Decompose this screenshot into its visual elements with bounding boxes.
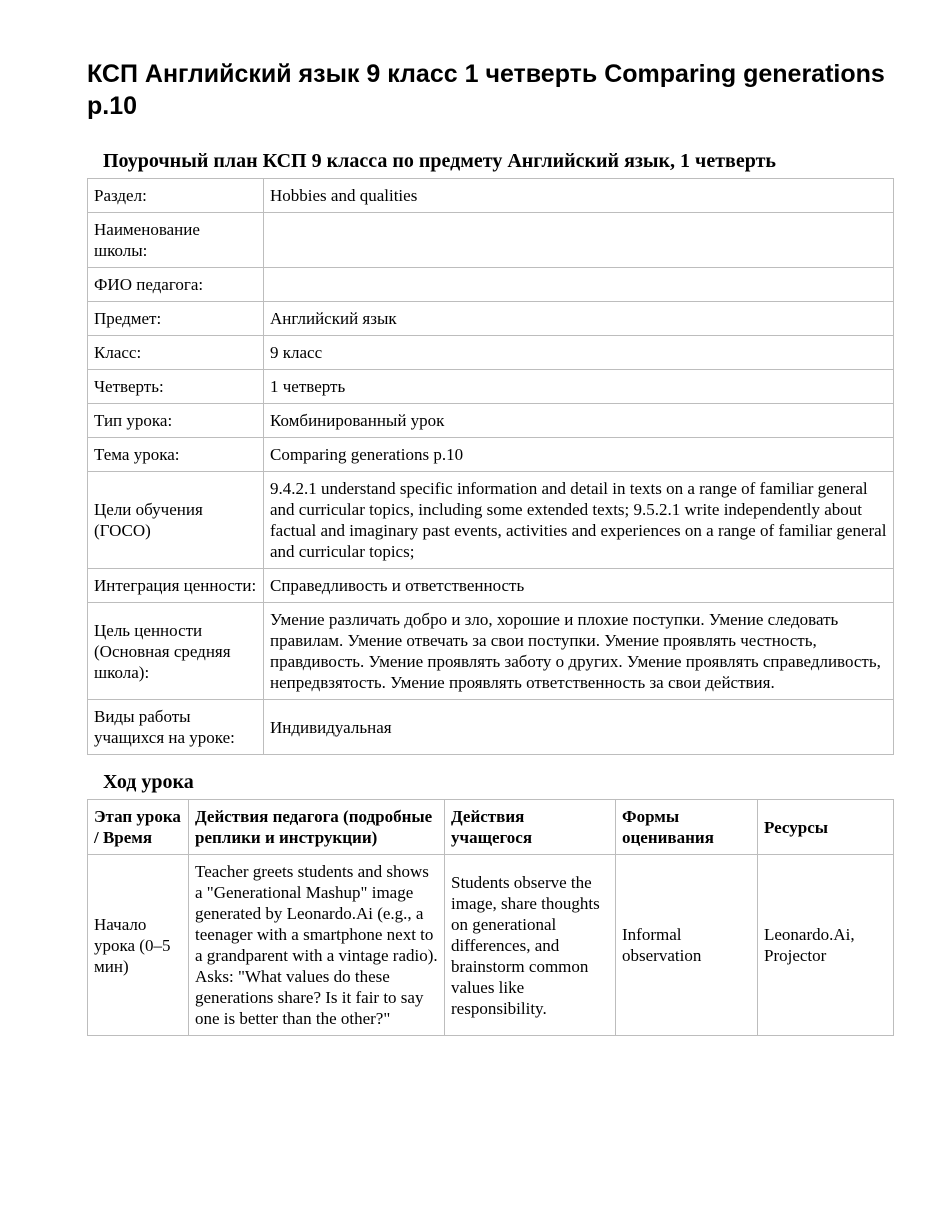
cell-teacher-actions: Teacher greets students and shows a "Generational Mashup" image generated by Leonardo.Ai (e.g., a teenager with a smartphone next to a grandparent with a vintage radio). Asks: "What values do these generations share? Is it fair to say one is better than the other?" bbox=[189, 855, 445, 1036]
plan-heading: Поурочный план КСП 9 класса по предмету Английский язык, 1 четверть bbox=[103, 150, 776, 172]
info-value: 9.4.2.1 understand specific information and detail in texts on a range of familiar general and curricular topics, including some extended texts; 9.5.2.1 write independently about factual and imaginary past events, activities and experiences on a range of familiar general and curricular topics; bbox=[264, 472, 894, 569]
info-label: Цели обучения (ГОСО) bbox=[88, 472, 264, 569]
table-row bbox=[88, 472, 894, 569]
column-header-teacher-actions: Действия педагога (подробные реплики и инструкции) bbox=[189, 800, 445, 855]
info-label: ФИО педагога: bbox=[88, 268, 264, 302]
info-label: Интеграция ценности: bbox=[88, 569, 264, 603]
table-row bbox=[88, 603, 894, 700]
cell-assessment: Informal observation bbox=[616, 855, 758, 1036]
info-label: Цель ценности (Основная средняя школа): bbox=[88, 603, 264, 700]
info-value: Комбинированный урок bbox=[264, 404, 894, 438]
info-value bbox=[264, 213, 894, 268]
info-value: Comparing generations p.10 bbox=[264, 438, 894, 472]
column-header-assessment: Формы оценивания bbox=[616, 800, 758, 855]
table-row bbox=[88, 404, 894, 438]
info-value bbox=[264, 268, 894, 302]
table-row bbox=[88, 302, 894, 336]
info-label: Класс: bbox=[88, 336, 264, 370]
info-value: Английский язык bbox=[264, 302, 894, 336]
document-title: КСП Английский язык 9 класс 1 четверть Comparing generations p.10 bbox=[87, 60, 885, 120]
info-label: Тема урока: bbox=[88, 438, 264, 472]
table-row bbox=[88, 336, 894, 370]
cell-resources: Leonardo.Ai, Projector bbox=[758, 855, 894, 1036]
info-label: Виды работы учащихся на уроке: bbox=[88, 700, 264, 755]
info-value: Индивидуальная bbox=[264, 700, 894, 755]
table-row bbox=[88, 438, 894, 472]
lesson-info-table bbox=[87, 178, 894, 755]
info-value: 9 класс bbox=[264, 336, 894, 370]
column-header-stage: Этап урока / Время bbox=[88, 800, 189, 855]
column-header-resources: Ресурсы bbox=[758, 800, 894, 855]
table-row bbox=[88, 700, 894, 755]
column-header-student-actions: Действия учащегося bbox=[445, 800, 616, 855]
info-label: Наименование школы: bbox=[88, 213, 264, 268]
table-row bbox=[88, 179, 894, 213]
info-label: Четверть: bbox=[88, 370, 264, 404]
info-value: 1 четверть bbox=[264, 370, 894, 404]
table-row bbox=[88, 213, 894, 268]
info-label: Предмет: bbox=[88, 302, 264, 336]
table-row bbox=[88, 370, 894, 404]
info-value: Hobbies and qualities bbox=[264, 179, 894, 213]
lesson-flow-table bbox=[87, 799, 894, 1036]
table-row bbox=[88, 569, 894, 603]
document-page bbox=[87, 58, 893, 1036]
info-label: Раздел: bbox=[88, 179, 264, 213]
table-header-row bbox=[88, 800, 894, 855]
lesson-heading: Ход урока bbox=[103, 771, 194, 793]
cell-stage: Начало урока (0–5 мин) bbox=[88, 855, 189, 1036]
table-row bbox=[88, 855, 894, 1036]
table-row bbox=[88, 268, 894, 302]
cell-student-actions: Students observe the image, share thoughts on generational differences, and brainstorm common values like responsibility. bbox=[445, 855, 616, 1036]
info-value: Справедливость и ответственность bbox=[264, 569, 894, 603]
info-label: Тип урока: bbox=[88, 404, 264, 438]
info-value: Умение различать добро и зло, хорошие и плохие поступки. Умение следовать правилам. Умение отвечать за свои поступки. Умение проявлять честность, правдивость. Умение проявлять заботу о других. Умение проявлять справедливость, непредвзятость. Умение проявлять ответственность за свои действия. bbox=[264, 603, 894, 700]
